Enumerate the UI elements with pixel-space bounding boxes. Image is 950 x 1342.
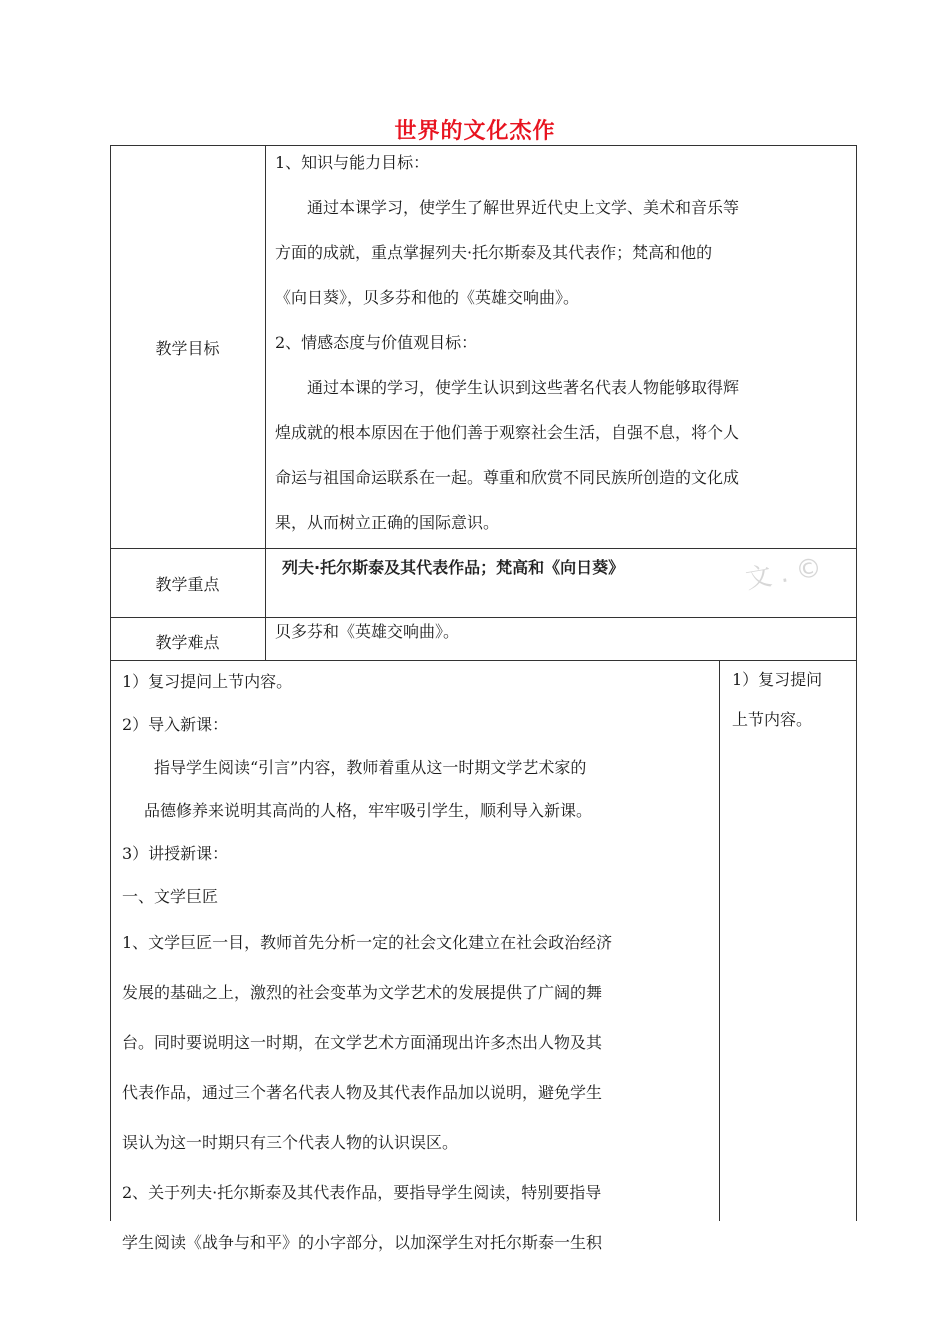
process-line: 品德修养来说明其高尚的人格，牢牢吸引学生，顺利导入新课。: [144, 801, 593, 820]
process-line: 误认为这一时期只有三个代表人物的认识误区。: [122, 1133, 459, 1152]
goals-line: 煌成就的根本原因在于他们善于观察社会生活，自强不息，将个人: [275, 423, 740, 442]
watermark-mark: 文 . ©: [743, 552, 825, 596]
table-border-right: [856, 145, 857, 1221]
process-line: 学生阅读《战争与和平》的小字部分，以加深学生对托尔斯泰一生积: [122, 1233, 603, 1252]
process-content: [122, 660, 717, 1268]
process-line: 指导学生阅读“引言”内容，教师着重从这一时期文学艺术家的: [154, 758, 587, 777]
goals-line: 通过本课学习，使学生了解世界近代史上文学、美术和音乐等: [307, 198, 740, 217]
process-line: 代表作品，通过三个著名代表人物及其代表作品加以说明，避免学生: [122, 1083, 603, 1102]
table-border-left: [110, 145, 111, 1221]
goals-line: 命运与祖国命运联系在一起。尊重和欣赏不同民族所创造的文化成: [275, 468, 740, 487]
goals-line: 2、情感态度与价值观目标：: [275, 333, 478, 352]
focus-content: 列夫·托尔斯泰及其代表作品；梵高和《向日葵》: [282, 558, 625, 577]
process-line: 发展的基础之上，激烈的社会变革为文学艺术的发展提供了广阔的舞: [122, 983, 603, 1002]
goals-content: [275, 140, 850, 545]
difficulty-content: 贝多芬和《英雄交响曲》。: [275, 622, 460, 641]
process-line: 3）讲授新课：: [122, 844, 229, 863]
goals-line: 1、知识与能力目标：: [275, 153, 430, 172]
goals-line: 通过本课的学习，使学生认识到这些著名代表人物能够取得辉: [307, 378, 740, 397]
document-title: 世界的文化杰作: [394, 119, 556, 144]
process-line: 1）复习提问上节内容。: [122, 672, 293, 691]
process-line: 一、文学巨匠: [122, 887, 219, 906]
goals-line: 《向日葵》，贝多芬和他的《英雄交响曲》。: [275, 288, 580, 307]
goals-label: 教学目标: [155, 339, 220, 358]
side-note-line: 上节内容。: [732, 710, 813, 729]
row-divider-goals: [110, 548, 857, 549]
process-line: 台。同时要说明这一时期，在文学艺术方面涌现出许多杰出人物及其: [122, 1033, 603, 1052]
difficulty-label: 教学难点: [155, 633, 220, 652]
side-note-line: 1）复习提问: [732, 670, 823, 689]
goals-line: 方面的成就，重点掌握列夫·托尔斯泰及其代表作；梵高和他的: [275, 243, 713, 262]
process-line: 1、文学巨匠一目，教师首先分析一定的社会文化建立在社会政治经济: [122, 933, 613, 952]
process-line: 2）导入新课：: [122, 715, 229, 734]
process-side-note: [732, 660, 822, 740]
label-column-divider: [265, 145, 266, 660]
note-column-divider: [719, 660, 720, 1221]
focus-label: 教学重点: [155, 575, 220, 594]
process-line: 2、关于列夫·托尔斯泰及其代表作品，要指导学生阅读，特别要指导: [122, 1183, 602, 1202]
goals-line: 果，从而树立正确的国际意识。: [275, 513, 500, 532]
row-divider-focus: [110, 617, 857, 618]
